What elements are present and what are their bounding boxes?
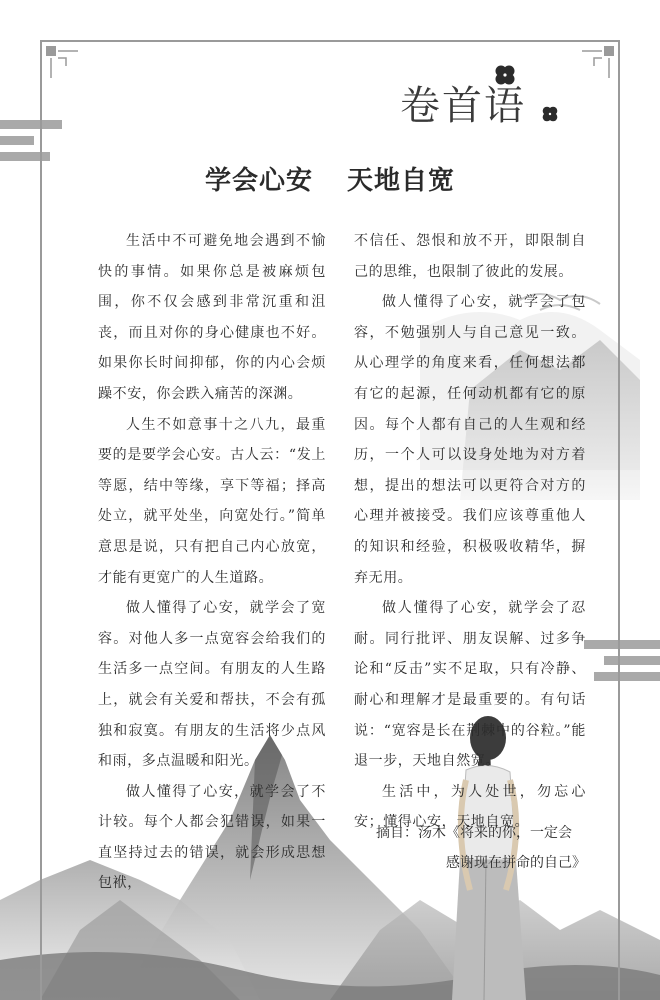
article-title [60, 160, 600, 197]
paragraph: 不信任、怨恨和放不开，即限制自己的思维，也限制了彼此的发展。 [354, 233, 586, 280]
paragraph: 做人懂得了心安，就学会了宽容。对他人多一点宽容会给我们的生活多一点空间。有朋友的人生路上，就会有关爱和帮扶，不会有孤独和寂寞。有朋友的生活将少点风和雨，多点温暖和阳光。 [98, 600, 326, 770]
clover-icon [540, 104, 560, 124]
paragraph: 人生不如意事十之八九，最重要的是要学会心安。古人云：“发上等愿，结中等缘，享下等福；择高处立，就平处坐，向宽处行。”简单意思是说，只有把自己内心放宽，才能有更宽广的人生道路。 [98, 416, 326, 586]
source-line-1: 摘自：汤木《将来的你，一定会 [376, 825, 572, 841]
paragraph: 做人懂得了心安，就学会了忍耐。同行批评、朋友误解、过多争论和“反击”实不足取，只有冷静、耐心和理解才是最重要的。有句话说：“宽容是长在荆棘中的谷粒。”能退一步，天地自然宽。 [354, 600, 586, 770]
article-left-column [98, 226, 326, 899]
paragraph: 生活中不可避免地会遇到不愉快的事情。如果你总是被麻烦包围，你不仅会感到非常沉重和沮丧，而且对你的身心健康也不好。如果你长时间抑郁，你的内心会烦躁不安，你会跌入痛苦的深渊。 [98, 233, 326, 402]
corner-ornament-icon [44, 44, 84, 84]
column-header-label: 卷首语 [400, 83, 526, 129]
source-line-2: 感谢现在拼命的自己》 [446, 855, 586, 871]
article-title-part1: 学会心安 [204, 166, 313, 196]
paragraph: 生活中，为人处世，勿忘心安；懂得心安，天地自宽。 [354, 783, 586, 831]
paragraph: 做人懂得了心安，就学会了不计较。每个人都会犯错误，如果一直坚持过去的错误，就会形成思想包袱， [98, 783, 326, 892]
article-right-column [354, 226, 586, 838]
article-title-part2: 天地自宽 [347, 166, 456, 196]
column-header [400, 62, 590, 142]
paragraph: 做人懂得了心安，就学会了包容，不勉强别人与自己意见一致。从心理学的角度来看，任何想法都有它的起源，任何动机都有它的原因。每个人都有自己的人生观和经历，一个人可以设身处地为对方着想，提出的想法可以更符合对方的心理并被接受。我们应该尊重他人的知识和经验，积极吸收精华，摒弃无用。 [354, 294, 586, 586]
source-attribution [376, 818, 586, 878]
